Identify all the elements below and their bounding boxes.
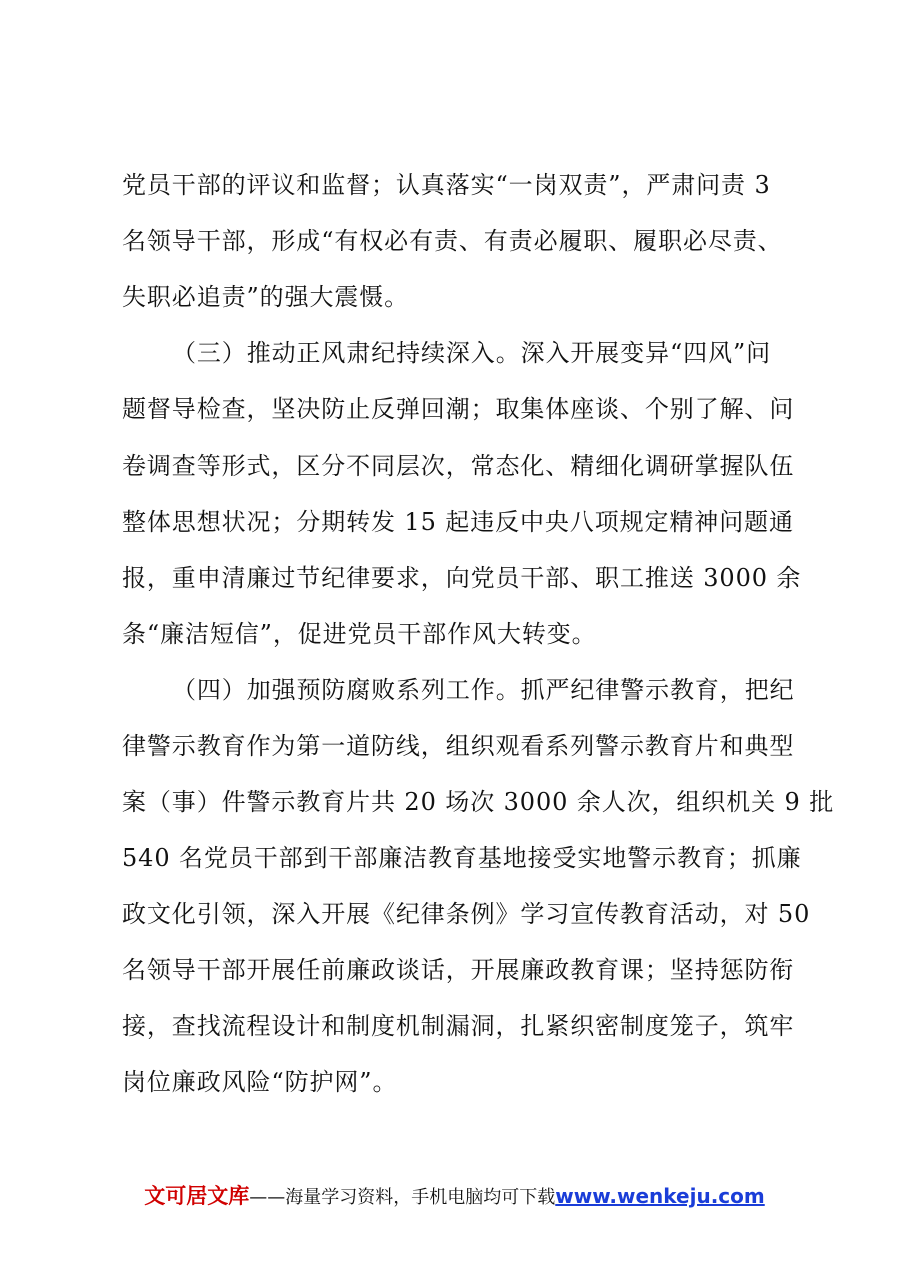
section-four-heading-line: （四）加强预防腐败系列工作。抓严纪律警示教育，把纪 <box>172 676 795 704</box>
body-line: 案（事）件警示教育片共 20 场次 3000 余人次，组织机关 9 批 <box>122 788 835 816</box>
body-line: 接，查找流程设计和制度机制漏洞，扎紧织密制度笼子，筑牢 <box>122 1012 795 1040</box>
body-line: 政文化引领，深入开展《纪律条例》学习宣传教育活动，对 50 <box>122 900 811 928</box>
body-line: 题督导检查，坚决防止反弹回潮；取集体座谈、个别了解、问 <box>122 395 795 423</box>
section-three-heading-line: （三）推动正风肃纪持续深入。深入开展变异“四风”问 <box>172 339 772 367</box>
body-line: 名领导干部，形成“有权必有责、有责必履职、履职必尽责、 <box>122 227 783 255</box>
footer-banner <box>0 1183 909 1211</box>
body-line: 名领导干部开展任前廉政谈话，开展廉政教育课；坚持惩防衔 <box>122 956 795 984</box>
body-line: 报，重申清廉过节纪律要求，向党员干部、职工推送 3000 余 <box>122 564 802 592</box>
footer-brand: 文可居文库 <box>144 1184 250 1208</box>
body-line: 党员干部的评议和监督；认真落实“一岗双责”，严肃问责 3 <box>122 171 771 199</box>
body-line: 失职必追责”的强大震慑。 <box>122 283 410 311</box>
body-line: 卷调查等形式，区分不同层次，常态化、精细化调研掌握队伍 <box>122 452 795 480</box>
body-line: 整体思想状况；分期转发 15 起违反中央八项规定精神问题通 <box>122 508 794 536</box>
body-line: 条“廉洁短信”，促进党员干部作风大转变。 <box>122 620 597 648</box>
body-line: 岗位廉政风险“防护网”。 <box>122 1068 398 1096</box>
footer-url-link[interactable]: www.wenkeju.com <box>555 1184 765 1208</box>
body-line: 律警示教育作为第一道防线，组织观看系列警示教育片和典型 <box>122 732 795 760</box>
body-line: 540 名党员干部到干部廉洁教育基地接受实地警示教育；抓廉 <box>122 844 802 872</box>
footer-tagline: ——海量学习资料，手机电脑均可下载 <box>249 1187 556 1208</box>
